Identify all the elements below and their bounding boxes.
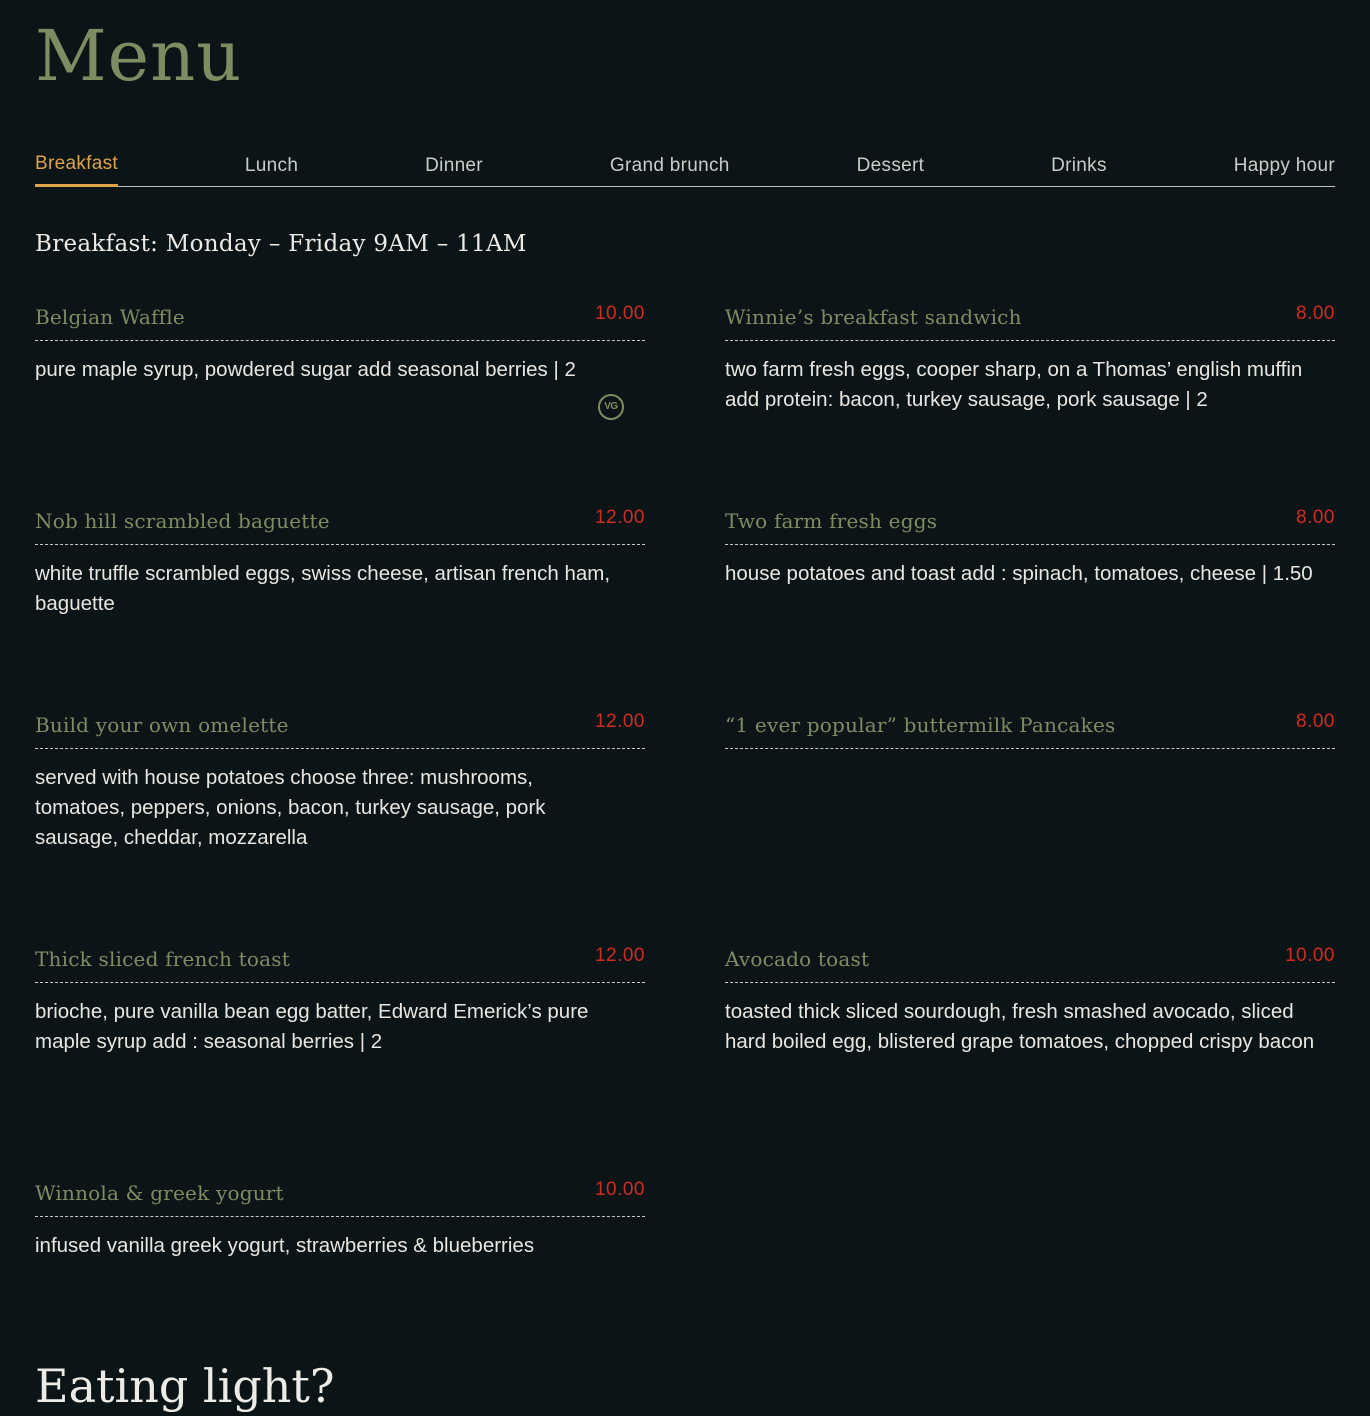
- menu-item: [35, 300, 645, 412]
- tab-drinks[interactable]: Drinks: [1051, 155, 1107, 176]
- page-title: Menu: [35, 15, 243, 97]
- menu-item-header: [35, 708, 645, 749]
- menu-item-header: [35, 942, 645, 983]
- menu-item: [35, 1176, 645, 1261]
- menu-item-header: [35, 504, 645, 545]
- menu-item-name: Winnola & greek yogurt: [35, 1181, 284, 1205]
- menu-item-name: Belgian Waffle: [35, 305, 185, 329]
- menu-item-name: “1 ever popular” buttermilk Pancakes: [725, 713, 1116, 737]
- tab-breakfast[interactable]: Breakfast: [35, 150, 118, 187]
- next-section-heading: Eating light?: [35, 1359, 335, 1413]
- menu-item-price: 12.00: [594, 711, 645, 732]
- menu-item-description: infused vanilla greek yogurt, strawberries & blueberries: [35, 1234, 535, 1257]
- menu-item-header: [725, 708, 1335, 749]
- menu-item: [725, 942, 1335, 1057]
- menu-item-header: [725, 504, 1335, 545]
- menu-item-price: 8.00: [1296, 711, 1335, 732]
- menu-item-price: 8.00: [1296, 303, 1335, 324]
- menu-item-description: white truffle scrambled eggs, swiss cheese, artisan french ham, baguette: [35, 562, 611, 615]
- menu-item: [35, 708, 645, 853]
- tab-dinner[interactable]: Dinner: [425, 155, 483, 176]
- menu-item-name: Nob hill scrambled baguette: [35, 509, 330, 533]
- menu-item-description: served with house potatoes choose three: mushrooms, tomatoes, peppers, onions, bacon, turkey sausage, pork sausage, cheddar, mozzarella: [35, 766, 546, 849]
- menu-item-description: toasted thick sliced sourdough, fresh smashed avocado, sliced hard boiled egg, blistered grape tomatoes, chopped crispy bacon: [725, 1000, 1315, 1053]
- menu-item: [725, 708, 1335, 763]
- menu-item-price: 10.00: [594, 303, 645, 324]
- menu-item-name: Winnie’s breakfast sandwich: [725, 305, 1022, 329]
- menu-item-description: two farm fresh eggs, cooper sharp, on a Thomas’ english muffin add protein: bacon, turkey sausage, pork sausage | 2: [725, 358, 1303, 411]
- tab-happy-hour[interactable]: Happy hour: [1233, 155, 1335, 176]
- menu-item-name: Thick sliced french toast: [35, 947, 290, 971]
- vegetarian-badge-icon: VG: [598, 394, 624, 420]
- menu-item-price: 8.00: [1296, 507, 1335, 528]
- menu-item-price: 10.00: [1284, 945, 1335, 966]
- menu-item-name: Two farm fresh eggs: [725, 509, 938, 533]
- section-heading: Breakfast: Monday – Friday 9AM – 11AM: [35, 231, 527, 257]
- tab-dessert[interactable]: Dessert: [856, 155, 925, 176]
- tab-lunch[interactable]: Lunch: [244, 155, 299, 176]
- menu-item-description: brioche, pure vanilla bean egg batter, Edward Emerick’s pure maple syrup add : seasonal berries | 2: [35, 1000, 589, 1053]
- menu-item: [725, 504, 1335, 589]
- menu-item-header: [35, 300, 645, 341]
- menu-tabs: [35, 150, 1335, 187]
- menu-item: [725, 300, 1335, 415]
- menu-item-price: 12.00: [594, 945, 645, 966]
- menu-item-description: house potatoes and toast add : spinach, tomatoes, cheese | 1.50: [725, 562, 1313, 585]
- menu-item-header: [35, 1176, 645, 1217]
- menu-item-description: pure maple syrup, powdered sugar add seasonal berries | 2: [35, 358, 576, 381]
- tab-grand-brunch[interactable]: Grand brunch: [609, 155, 730, 176]
- menu-item-price: 12.00: [594, 507, 645, 528]
- menu-item-header: [725, 942, 1335, 983]
- menu-item-name: Build your own omelette: [35, 713, 289, 737]
- menu-item-name: Avocado toast: [725, 947, 870, 971]
- menu-item-price: 10.00: [594, 1179, 645, 1200]
- menu-item-header: [725, 300, 1335, 341]
- menu-item: [35, 942, 645, 1057]
- menu-item: [35, 504, 645, 619]
